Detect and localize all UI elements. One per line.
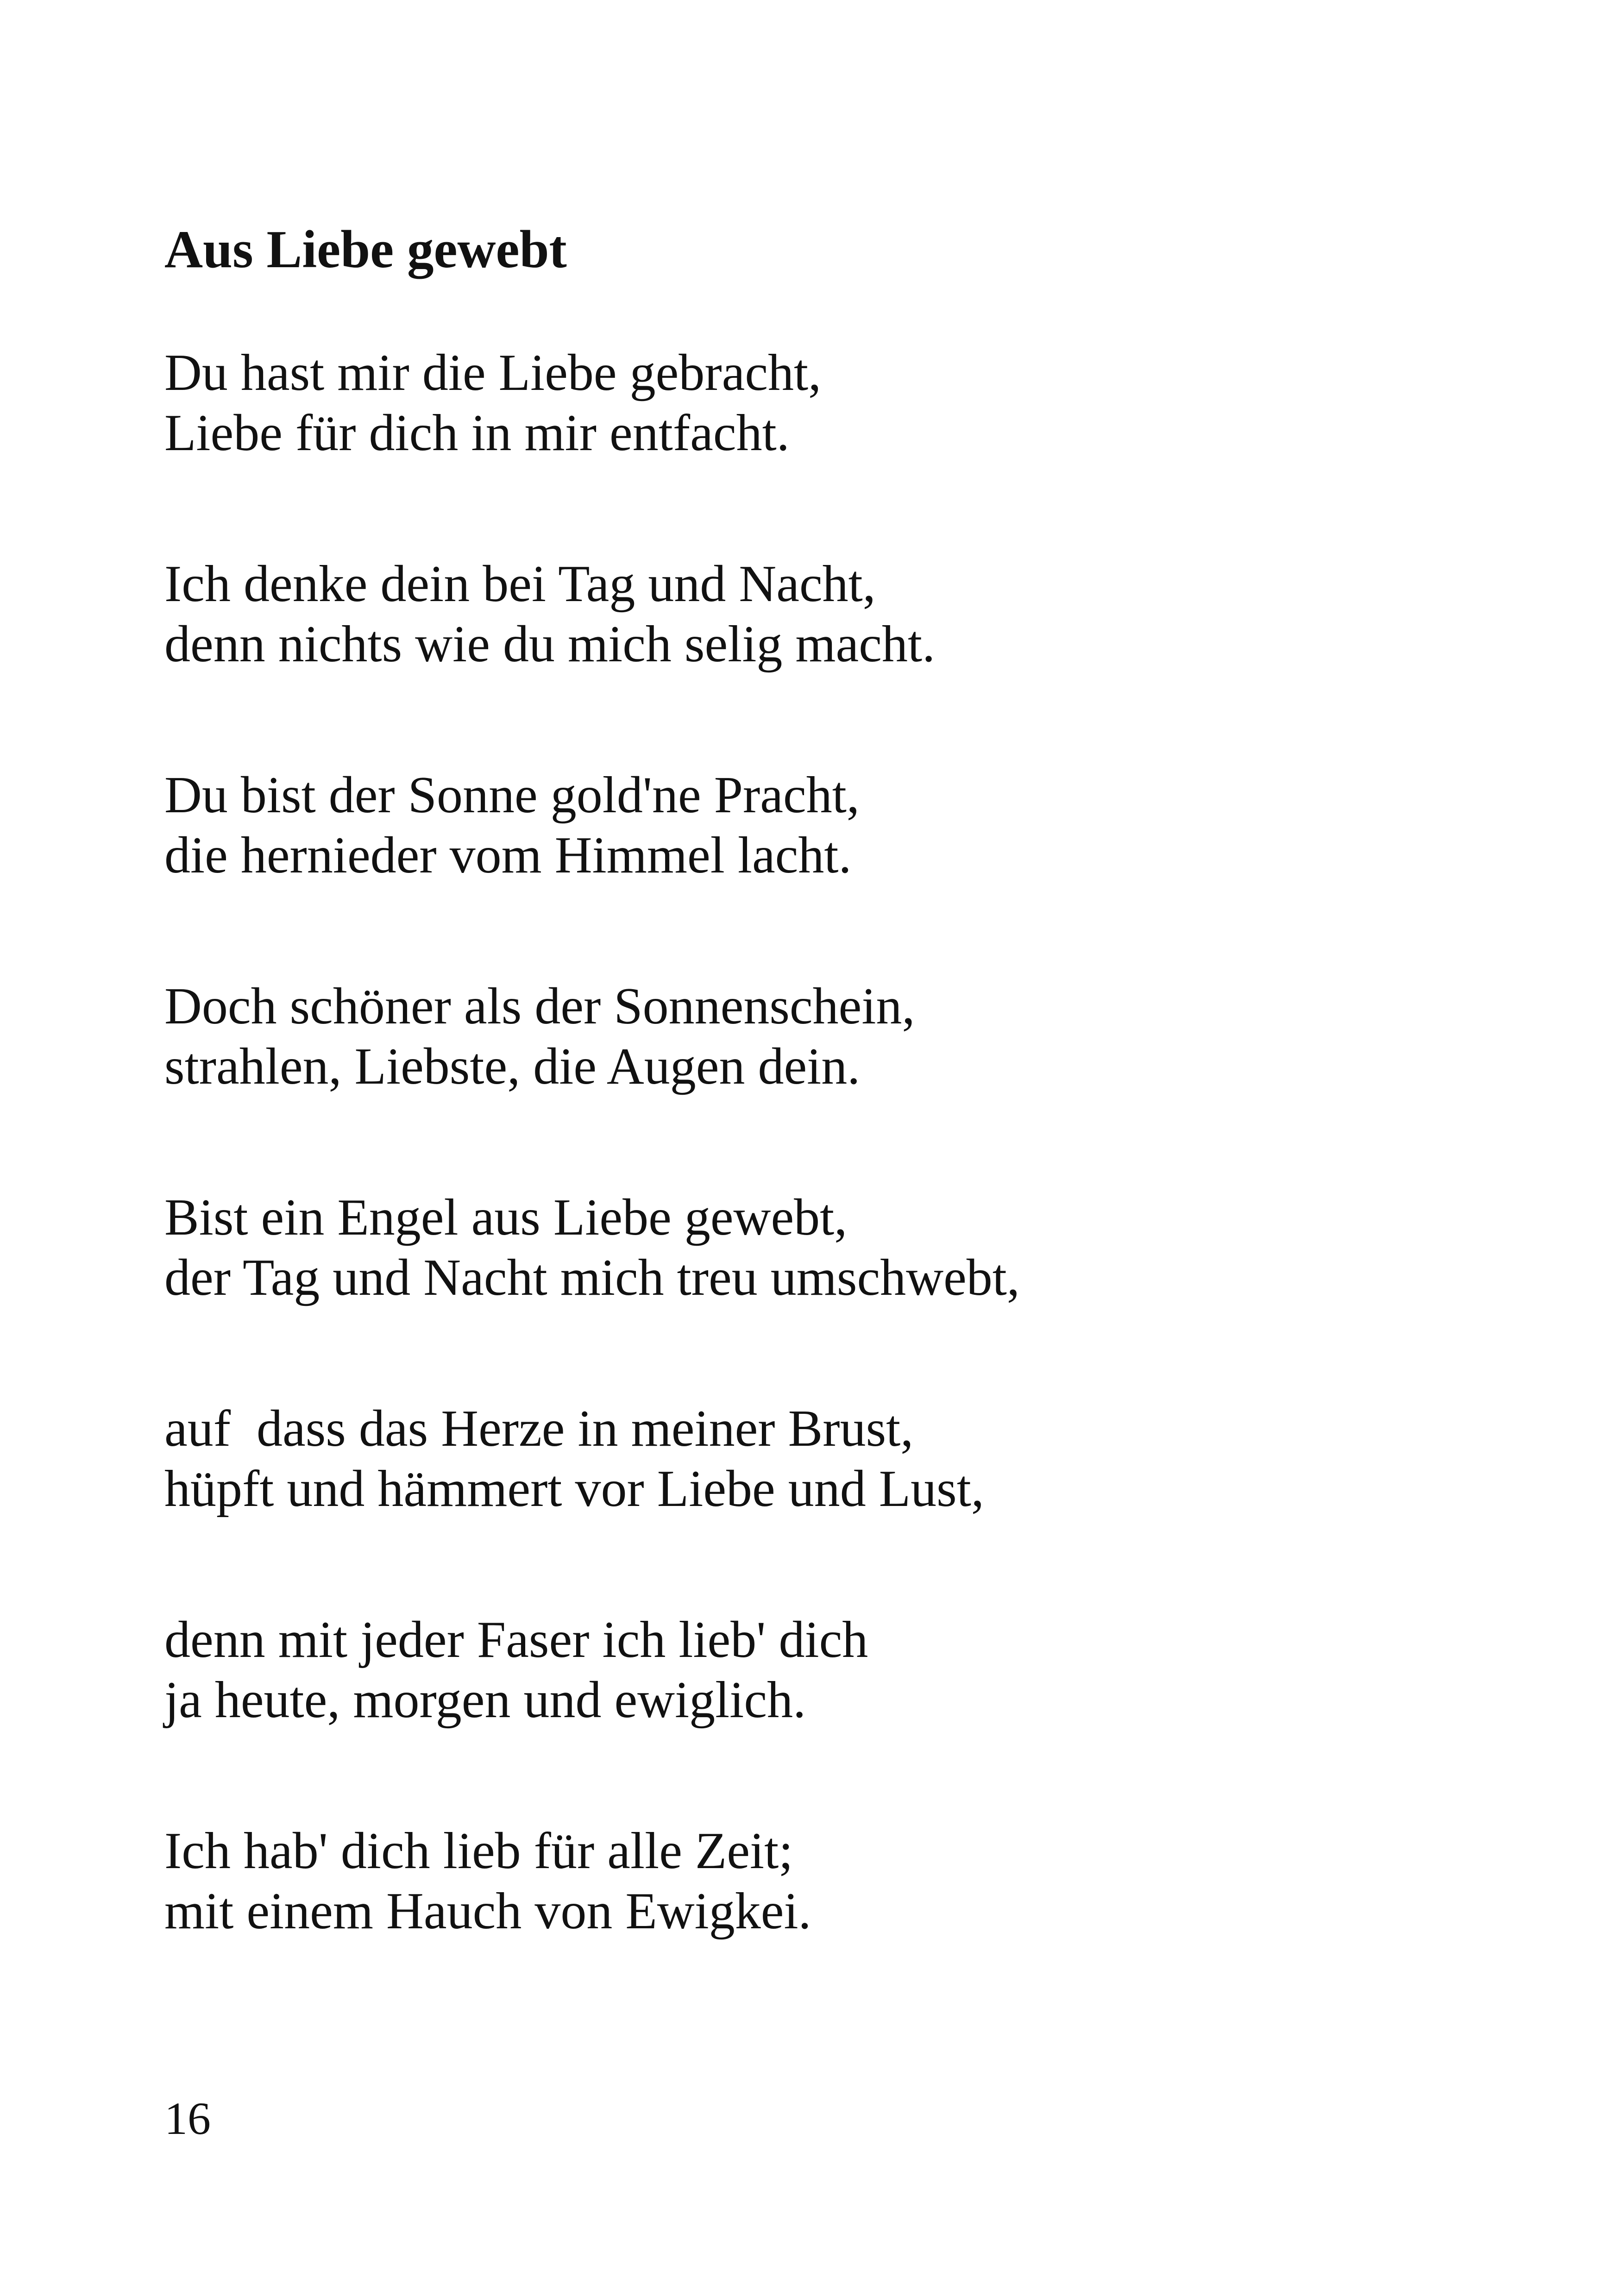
verse-line: Du hast mir die Liebe gebracht, [164,344,822,401]
verse-line: auf dass das Herze in meiner Brust, [164,1400,914,1457]
verse-line: strahlen, Liebste, die Augen dein. [164,1038,861,1095]
stanza-6 [164,1399,1020,1519]
page-number: 16 [164,2093,211,2144]
stanza-2 [164,554,1020,674]
stanza-4 [164,976,1020,1097]
poem-title: Aus Liebe gewebt [164,220,567,279]
verse-line: der Tag und Nacht mich treu umschwebt, [164,1249,1020,1306]
stanza-1 [164,343,1020,463]
stanza-8 [164,1821,1020,1941]
stanza-7 [164,1610,1020,1730]
verse-line: Liebe für dich in mir entfacht. [164,404,790,462]
verse-line: denn mit jeder Faser ich lieb' dich [164,1611,868,1669]
verse-line: die hernieder vom Himmel lacht. [164,827,852,884]
verse-line: Doch schöner als der Sonnenschein, [164,978,915,1035]
stanza-5 [164,1187,1020,1308]
verse-line: Bist ein Engel aus Liebe gewebt, [164,1189,848,1246]
verse-line: Ich denke dein bei Tag und Nacht, [164,555,876,613]
verse-line: mit einem Hauch von Ewigkei. [164,1882,811,1940]
verse-line: denn nichts wie du mich selig macht. [164,615,936,673]
stanza-3 [164,765,1020,885]
verse-line: ja heute, morgen und ewiglich. [164,1671,806,1729]
verse-line: hüpft und hämmert vor Liebe und Lust, [164,1460,984,1518]
verse-line: Du bist der Sonne gold'ne Pracht, [164,766,860,824]
verse-line: Ich hab' dich lieb für alle Zeit; [164,1822,793,1880]
poem-body [164,343,1020,1941]
